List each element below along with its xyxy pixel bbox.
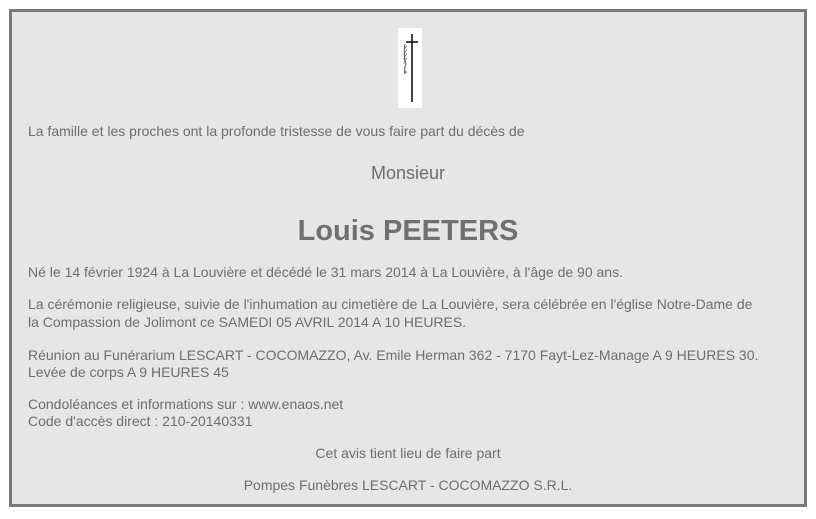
condolences-line-2: Code d'accès direct : 210-20140331 xyxy=(28,413,253,429)
condolences-line-1: Condoléances et informations sur : www.enaos.net xyxy=(28,396,344,412)
cross-with-wheat-icon xyxy=(398,28,422,108)
funeral-home-text: Pompes Funèbres LESCART - COCOMAZZO S.R.L. xyxy=(243,477,573,493)
honorific-title: Monsieur xyxy=(370,163,446,183)
ceremony-line-2: la Compassion de Jolimont ce SAMEDI 05 AVRIL 2014 A 10 HEURES. xyxy=(28,314,467,330)
ceremony-line-1: La cérémonie religieuse, suivie de l'inhumation au cimetière de La Louvière, sera célébrée en l'église Notre-Dame de xyxy=(28,296,753,312)
intro-text: La famille et les proches ont la profonde tristesse de vous faire part du décès de xyxy=(28,123,525,139)
deceased-name: Louis PEETERS xyxy=(297,215,519,247)
notice-text: Cet avis tient lieu de faire part xyxy=(315,445,501,461)
meeting-line-1: Réunion au Funérarium LESCART - COCOMAZZO, Av. Emile Herman 362 - 7170 Fayt-Lez-Manage A 9 HEURES 30. xyxy=(28,347,759,363)
birth-death-text: Né le 14 février 1924 à La Louvière et décédé le 31 mars 2014 à La Louvière, à l'âge de 90 ans. xyxy=(28,264,623,280)
meeting-line-2: Levée de corps A 9 HEURES 45 xyxy=(28,364,229,380)
obituary-card xyxy=(9,9,807,507)
